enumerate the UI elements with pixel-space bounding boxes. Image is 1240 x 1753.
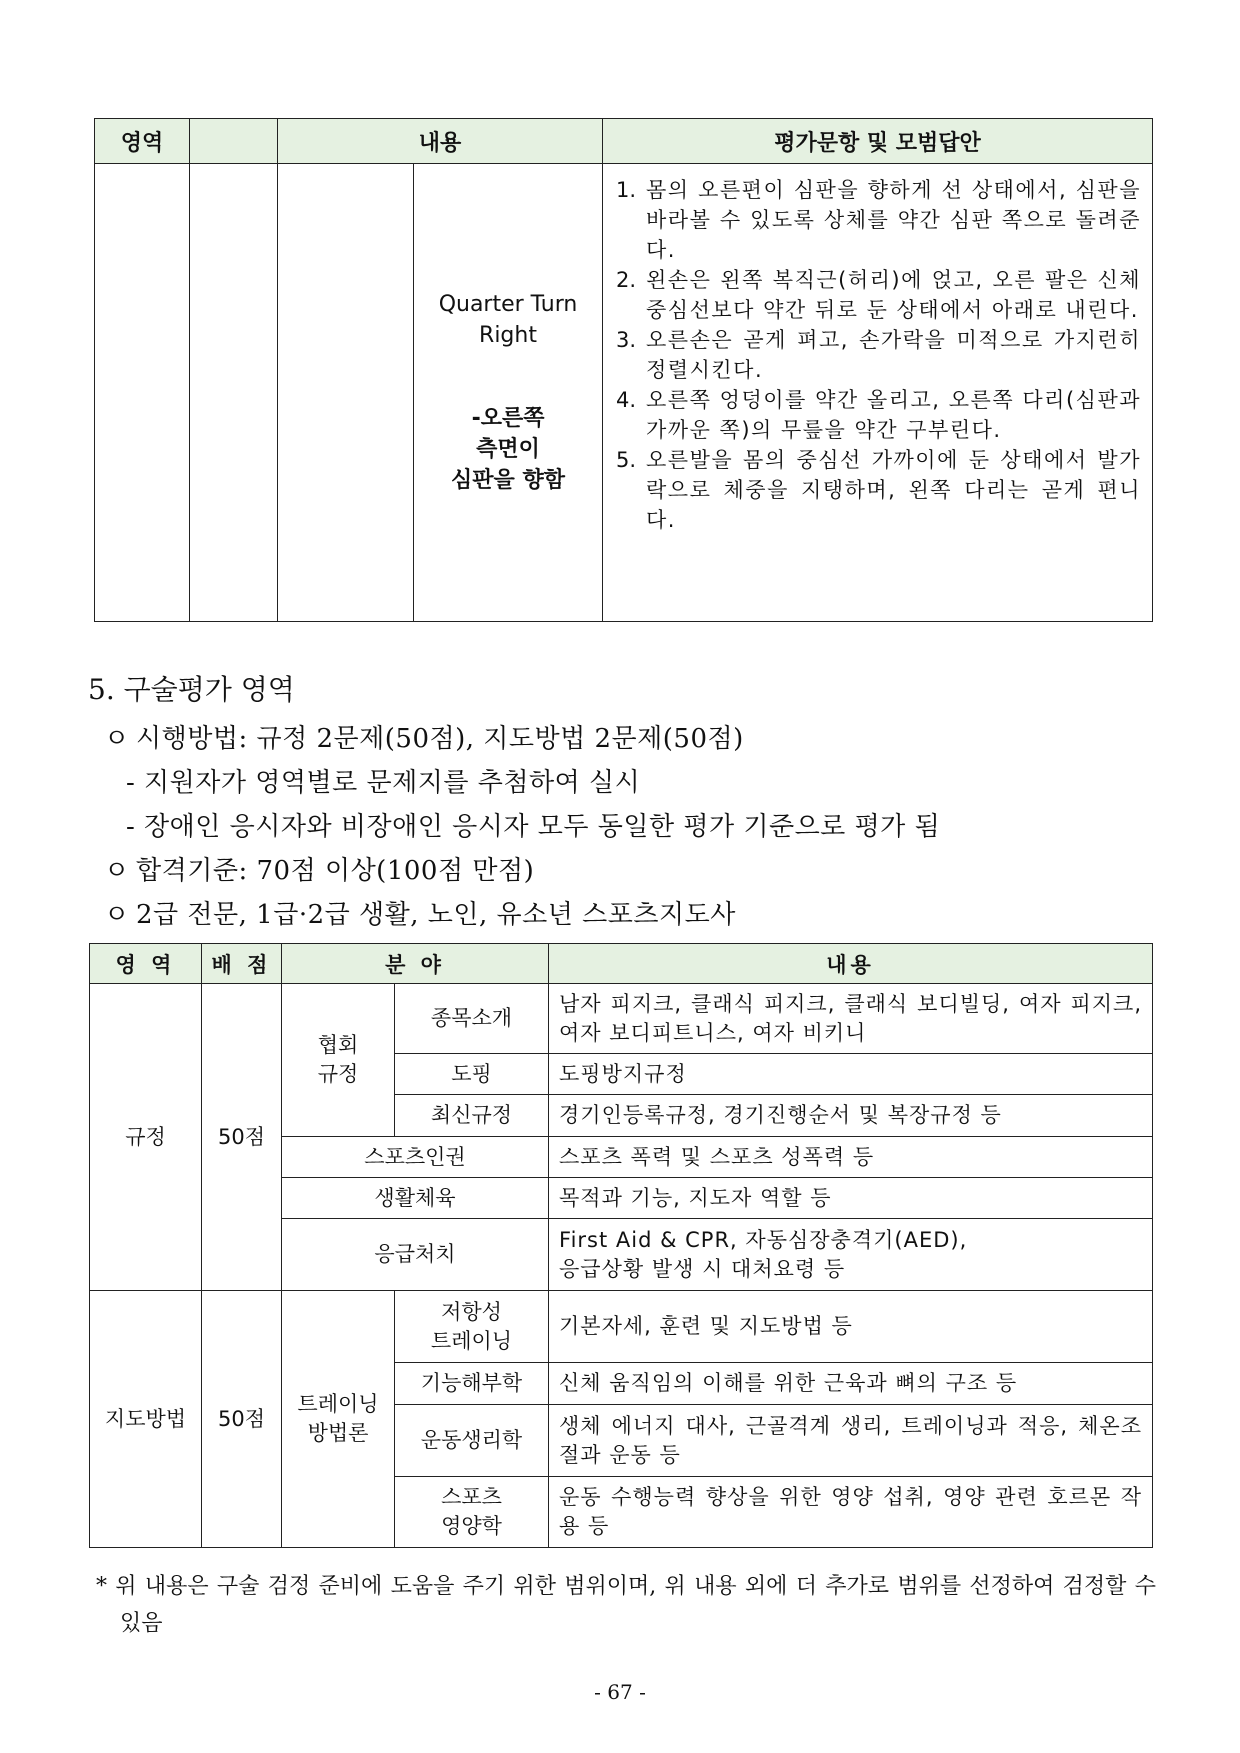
bullet-method-sub-2: - 장애인 응시자와 비장애인 응시자 모두 동일한 평가 기준으로 평가 됨 xyxy=(126,812,941,842)
pose-ko-line-2: 측면이 xyxy=(476,437,540,462)
pose-name-cell xyxy=(414,164,603,622)
field: 스포츠인권 xyxy=(282,1137,549,1178)
field: 생활체육 xyxy=(282,1178,549,1219)
step-text: 오른발을 몸의 중심선 가까이에 둔 상태에서 발가락으로 체중을 지탱하며, 왼쪽 다리는 곧게 편니다. xyxy=(646,448,1142,532)
pose-ko-line-1: -오른쪽 xyxy=(471,406,545,431)
footnote-text: * 위 내용은 구술 검정 준비에 도움을 주기 위한 범위이며, 위 내용 외에 더 추가로 범위를 선정하여 검정할 수 있음 xyxy=(96,1574,1156,1636)
content-cell: 운동 수행능력 향상을 위한 영양 섭취, 영양 관련 호르몬 작용 등 xyxy=(549,1477,1153,1548)
bullet-symbol: ㅇ xyxy=(104,900,130,930)
content-cell: 남자 피지크, 클래식 피지크, 클래식 보디빌딩, 여자 피지크, 여자 보디피트니스, 여자 비키니 xyxy=(549,984,1153,1054)
bullet-method-text: 시행방법: 규정 2문제(50점), 지도방법 2문제(50점) xyxy=(136,724,744,754)
bullet-target-text: 2급 전문, 1급·2급 생활, 노인, 유소년 스포츠지도사 xyxy=(136,900,736,930)
page-number: - 67 - xyxy=(594,1680,646,1704)
list-item xyxy=(616,175,1141,265)
subfield: 최신규정 xyxy=(395,1095,549,1137)
subfield: 스포츠 영양학 xyxy=(395,1477,549,1548)
pose-name-ko xyxy=(415,403,601,496)
step-number: 2. xyxy=(616,268,637,292)
content-cell: 경기인등록규정, 경기진행순서 및 복장규정 등 xyxy=(549,1095,1153,1137)
subfield: 운동생리학 xyxy=(395,1405,549,1477)
oral-exam-table xyxy=(89,943,1153,1548)
subfield: 종목소개 xyxy=(395,984,549,1054)
header-content: 내용 xyxy=(278,119,603,164)
table-row xyxy=(95,164,1153,622)
pose-name-en: Quarter Turn Right xyxy=(438,292,578,348)
bullet-method xyxy=(104,718,744,755)
list-item xyxy=(616,325,1141,385)
table-header-row xyxy=(90,944,1153,984)
step-number: 5. xyxy=(616,448,637,472)
area-coaching: 지도방법 xyxy=(90,1291,202,1548)
step-text: 오른손은 곧게 펴고, 손가락을 미적으로 가지런히 정렬시킨다. xyxy=(646,328,1142,382)
bullet-symbol: ㅇ xyxy=(104,856,130,886)
content-cell: First Aid & CPR, 자동심장충격기(AED), 응급상황 발생 시 대처요령 등 xyxy=(549,1219,1153,1291)
content-cell: 기본자세, 훈련 및 지도방법 등 xyxy=(549,1291,1153,1363)
header-score: 배 점 xyxy=(202,944,282,984)
empty-content-cell xyxy=(278,164,414,622)
content-cell: 목적과 기능, 지도자 역할 등 xyxy=(549,1178,1153,1219)
header-area: 영 역 xyxy=(90,944,202,984)
step-number: 1. xyxy=(616,178,637,202)
model-answer-cell xyxy=(603,164,1153,622)
step-number: 4. xyxy=(616,388,637,412)
group-training-methodology: 트레이닝 방법론 xyxy=(282,1291,395,1548)
pose-ko-line-3: 심판을 향함 xyxy=(451,468,565,493)
bullet-pass-criteria xyxy=(104,850,534,887)
bullet-method-sub-1: - 지원자가 영역별로 문제지를 추첨하여 실시 xyxy=(126,768,641,798)
step-text: 몸의 오른편이 심판을 향하게 선 상태에서, 심판을 바라볼 수 있도록 상체를 약간 심판 쪽으로 돌려준다. xyxy=(646,178,1142,262)
pose-steps-list xyxy=(604,165,1151,535)
step-number: 3. xyxy=(616,328,637,352)
posing-evaluation-table xyxy=(94,118,1153,622)
bullet-target xyxy=(104,894,736,931)
step-text: 오른쪽 엉덩이를 약간 올리고, 오른쪽 다리(심판과 가까운 쪽)의 무릎을 약간 구부린다. xyxy=(646,388,1142,442)
header-content: 내용 xyxy=(549,944,1153,984)
area-regulation: 규정 xyxy=(90,984,202,1291)
header-blank xyxy=(190,119,278,164)
table-header-row xyxy=(95,119,1153,164)
header-area: 영역 xyxy=(95,119,190,164)
content-cell: 스포츠 폭력 및 스포츠 성폭력 등 xyxy=(549,1137,1153,1178)
list-item xyxy=(616,445,1141,535)
blank-cell xyxy=(190,164,278,622)
field: 응급처치 xyxy=(282,1219,549,1291)
table-row xyxy=(90,1291,1153,1363)
content-cell: 생체 에너지 대사, 근골격계 생리, 트레이닝과 적응, 체온조절과 운동 등 xyxy=(549,1405,1153,1477)
score-regulation: 50점 xyxy=(202,984,282,1291)
footnote xyxy=(96,1568,1156,1642)
header-field: 분 야 xyxy=(282,944,549,984)
bullet-symbol: ㅇ xyxy=(104,724,130,754)
subfield: 기능해부학 xyxy=(395,1363,549,1405)
area-cell xyxy=(95,164,190,622)
subfield: 저항성 트레이닝 xyxy=(395,1291,549,1363)
content-cell: 도핑방지규정 xyxy=(549,1054,1153,1095)
step-text: 왼손은 왼쪽 복직근(허리)에 얹고, 오른 팔은 신체 중심선보다 약간 뒤로 둔 상태에서 아래로 내린다. xyxy=(646,268,1142,322)
content-cell: 신체 움직임의 이해를 위한 근육과 뼈의 구조 등 xyxy=(549,1363,1153,1405)
section-title: 5. 구술평가 영역 xyxy=(88,673,295,706)
bullet-pass-text: 합격기준: 70점 이상(100점 만점) xyxy=(136,856,535,886)
score-coaching: 50점 xyxy=(202,1291,282,1548)
table-row xyxy=(90,984,1153,1054)
group-association-regulation: 협회 규정 xyxy=(282,984,395,1137)
list-item xyxy=(616,385,1141,445)
header-questions: 평가문항 및 모범답안 xyxy=(603,119,1153,164)
list-item xyxy=(616,265,1141,325)
subfield: 도핑 xyxy=(395,1054,549,1095)
